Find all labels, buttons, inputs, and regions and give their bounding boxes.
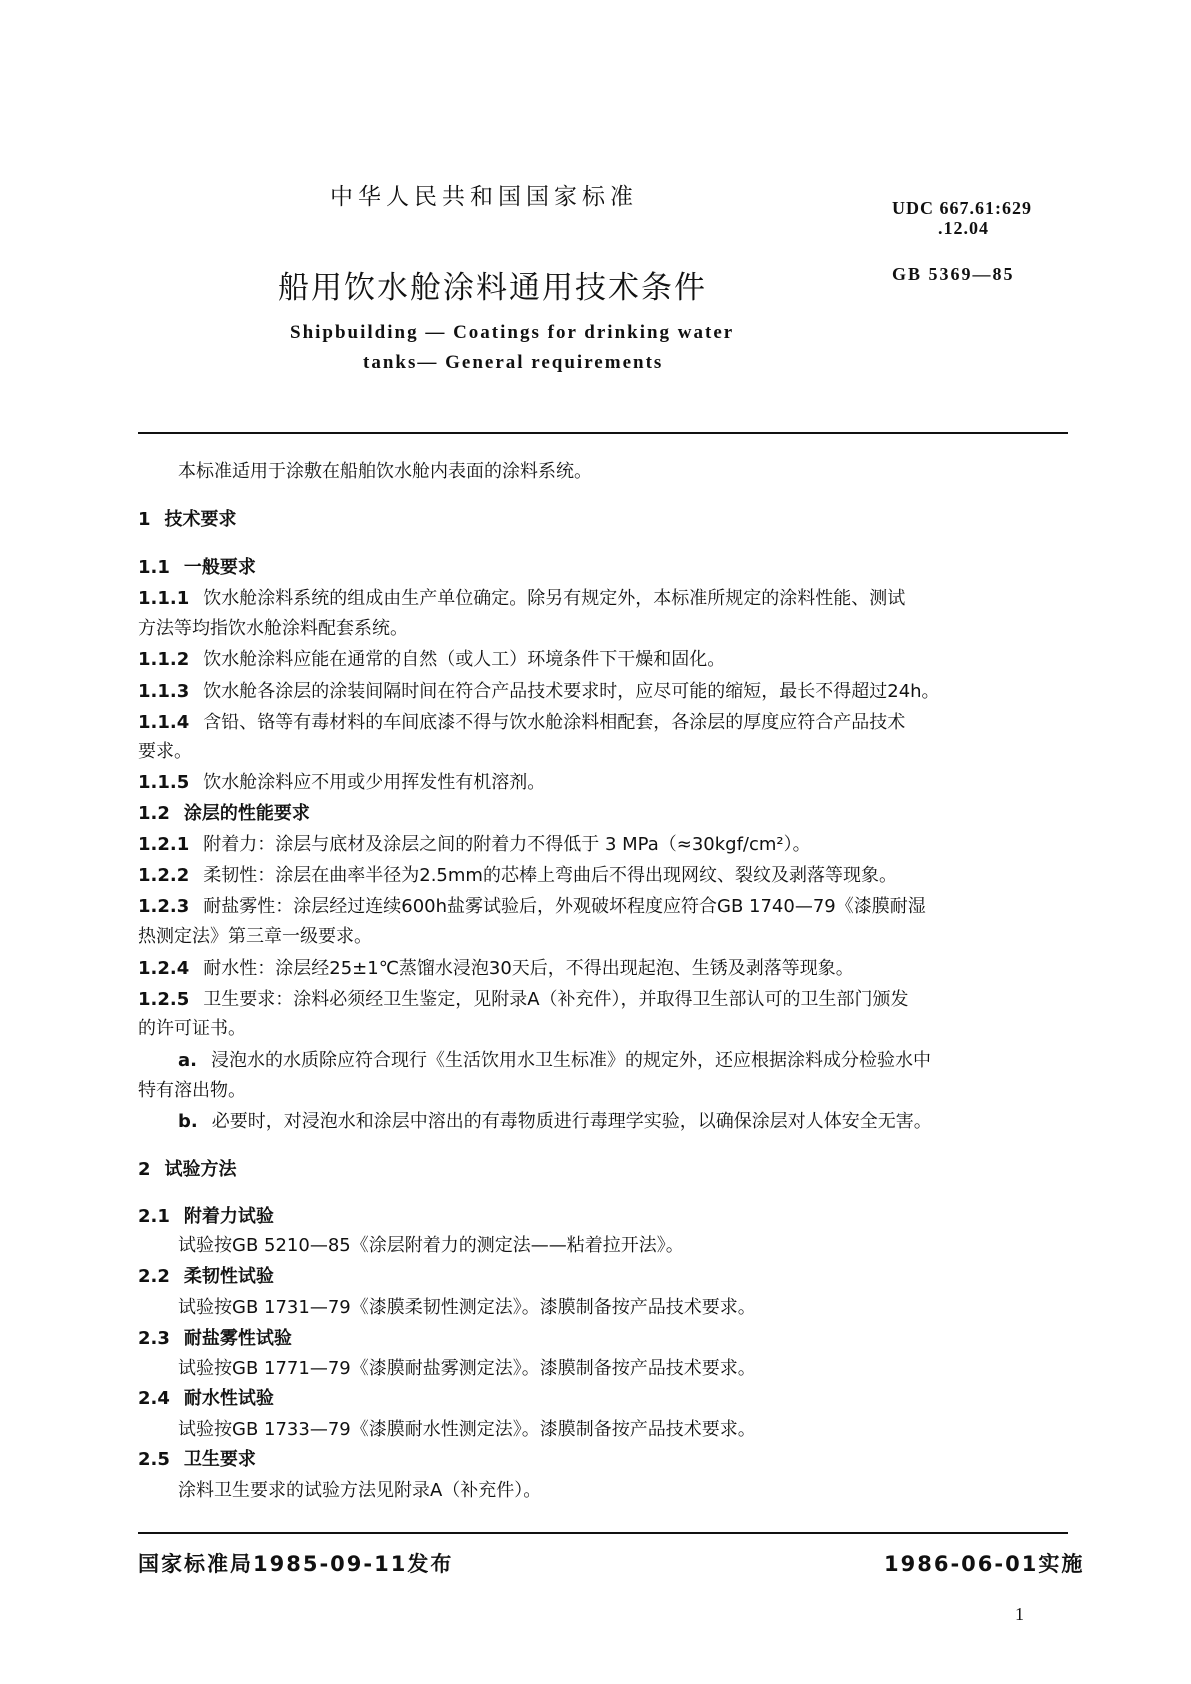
clause-1-2-3 xyxy=(138,895,926,919)
clause-title: 一般要求 xyxy=(183,557,256,578)
item-letter: b. xyxy=(178,1111,198,1132)
clause-2-4-heading xyxy=(138,1387,274,1411)
clause-number: 1.1.5 xyxy=(138,772,190,793)
clause-number: 2.2 xyxy=(138,1266,170,1287)
item-a-cont: 特有溶出物。 xyxy=(138,1080,246,1101)
clause-number: 1.2.2 xyxy=(138,865,190,886)
clause-1-2-2 xyxy=(138,864,897,888)
clause-1-1-2 xyxy=(138,648,725,672)
clause-text: 饮水舱各涂层的涂装间隔时间在符合产品技术要求时，应尽可能的缩短，最长不得超过24h。 xyxy=(203,681,940,702)
clause-1-2-1 xyxy=(138,833,811,857)
clause-title: 附着力试验 xyxy=(183,1206,274,1227)
clause-2-5-text: 涂料卫生要求的试验方法见附录A（补充件）。 xyxy=(178,1480,542,1501)
clause-number: 2.4 xyxy=(138,1388,170,1409)
clause-title: 柔韧性试验 xyxy=(183,1266,274,1287)
clause-number: 1.1.3 xyxy=(138,681,190,702)
english-title-line-2: tanks— General requirements xyxy=(363,352,664,373)
clause-number: 2.3 xyxy=(138,1328,170,1349)
clause-2-1-text: 试验按GB 5210—85《涂层附着力的测定法——粘着拉开法》。 xyxy=(178,1235,684,1256)
udc-code-line-1: UDC 667.61:629 xyxy=(892,198,1032,218)
document-title: 船用饮水舱涂料通用技术条件 xyxy=(278,270,707,306)
item-b xyxy=(178,1110,932,1134)
section-1-heading xyxy=(138,508,237,532)
item-text: 浸泡水的水质除应符合现行《生活饮用水卫生标准》的规定外，还应根据涂料成分检验水中 xyxy=(210,1050,931,1071)
item-letter: a. xyxy=(178,1050,197,1071)
clause-2-3-text: 试验按GB 1771—79《漆膜耐盐雾测定法》。漆膜制备按产品技术要求。 xyxy=(178,1358,756,1379)
clause-text: 饮水舱涂料应不用或少用挥发性有机溶剂。 xyxy=(203,772,546,793)
clause-number: 1.1.1 xyxy=(138,588,190,609)
clause-2-1-heading xyxy=(138,1205,274,1229)
clause-title: 耐盐雾性试验 xyxy=(183,1328,292,1349)
clause-text: 卫生要求：涂料必须经卫生鉴定，见附录A（补充件），并取得卫生部认可的卫生部门颁发 xyxy=(203,989,909,1010)
clause-2-4-text: 试验按GB 1733—79《漆膜耐水性测定法》。漆膜制备按产品技术要求。 xyxy=(178,1419,756,1440)
issue-date: 国家标准局1985-09-11发布 xyxy=(138,1552,454,1576)
clause-text: 柔韧性：涂层在曲率半径为2.5mm的芯棒上弯曲后不得出现网纹、裂纹及剥落等现象。 xyxy=(203,865,897,886)
clause-1-1-1-cont: 方法等均指饮水舱涂料配套系统。 xyxy=(138,618,408,639)
clause-1-2-5 xyxy=(138,988,909,1012)
section-2-heading xyxy=(138,1158,237,1182)
clause-1-1-1 xyxy=(138,587,905,611)
clause-title: 卫生要求 xyxy=(183,1449,256,1470)
item-a xyxy=(178,1049,931,1073)
clause-1-2-3-cont: 热测定法》第三章一级要求。 xyxy=(138,926,372,947)
clause-1-1-4 xyxy=(138,711,905,735)
clause-text: 耐水性：涂层经25±1℃蒸馏水浸泡30天后，不得出现起泡、生锈及剥落等现象。 xyxy=(203,958,854,979)
clause-number: 2.5 xyxy=(138,1449,170,1470)
page-number: 1 xyxy=(1015,1604,1024,1624)
clause-1-1-3 xyxy=(138,680,940,704)
clause-1-2-5-cont: 的许可证书。 xyxy=(138,1018,246,1039)
clause-number: 1.2.5 xyxy=(138,989,190,1010)
item-text: 必要时，对浸泡水和涂层中溶出的有毒物质进行毒理学实验，以确保涂层对人体安全无害。 xyxy=(211,1111,932,1132)
header-rule xyxy=(138,432,1068,434)
udc-code-line-2: .12.04 xyxy=(938,218,989,238)
clause-1-1-5 xyxy=(138,771,545,795)
clause-number: 2.1 xyxy=(138,1206,170,1227)
clause-2-5-heading xyxy=(138,1448,256,1472)
section-title: 技术要求 xyxy=(164,509,237,530)
effective-date: 1986-06-01实施 xyxy=(884,1552,1085,1576)
clause-title: 涂层的性能要求 xyxy=(183,803,310,824)
clause-1-1-4-cont: 要求。 xyxy=(138,741,192,762)
clause-1-2-4 xyxy=(138,957,854,981)
section-title: 试验方法 xyxy=(164,1159,237,1180)
clause-number: 1.2.1 xyxy=(138,834,190,855)
section-number: 2 xyxy=(138,1159,151,1180)
clause-text: 饮水舱涂料应能在通常的自然（或人工）环境条件下干燥和固化。 xyxy=(203,649,726,670)
english-title-line-1: Shipbuilding — Coatings for drinking water xyxy=(290,322,735,343)
gb-standard-number: GB 5369—85 xyxy=(892,264,1015,284)
intro-paragraph: 本标准适用于涂敷在船舶饮水舱内表面的涂料系统。 xyxy=(178,461,592,482)
clause-text: 饮水舱涂料系统的组成由生产单位确定。除另有规定外，本标准所规定的涂料性能、测试 xyxy=(203,588,906,609)
clause-number: 1.2.4 xyxy=(138,958,190,979)
clause-number: 1.2.3 xyxy=(138,896,190,917)
clause-number: 1.1.4 xyxy=(138,712,190,733)
clause-number: 1.1.2 xyxy=(138,649,190,670)
clause-1-2-heading xyxy=(138,802,310,826)
clause-1-1-heading xyxy=(138,556,256,580)
clause-title: 耐水性试验 xyxy=(183,1388,274,1409)
section-number: 1 xyxy=(138,509,151,530)
footer-rule xyxy=(138,1532,1068,1534)
clause-text: 耐盐雾性：涂层经过连续600h盐雾试验后，外观破坏程度应符合GB 1740—79《漆膜耐湿 xyxy=(203,896,926,917)
clause-2-2-text: 试验按GB 1731—79《漆膜柔韧性测定法》。漆膜制备按产品技术要求。 xyxy=(178,1297,756,1318)
clause-2-2-heading xyxy=(138,1265,274,1289)
clause-2-3-heading xyxy=(138,1327,292,1351)
clause-number: 1.2 xyxy=(138,803,170,824)
national-standard-heading: 中华人民共和国国家标准 xyxy=(330,184,638,210)
clause-text: 附着力：涂层与底材及涂层之间的附着力不得低于 3 MPa（≈30kgf/cm²）。 xyxy=(203,834,811,855)
clause-number: 1.1 xyxy=(138,557,170,578)
clause-text: 含铅、铬等有毒材料的车间底漆不得与饮水舱涂料相配套，各涂层的厚度应符合产品技术 xyxy=(203,712,906,733)
